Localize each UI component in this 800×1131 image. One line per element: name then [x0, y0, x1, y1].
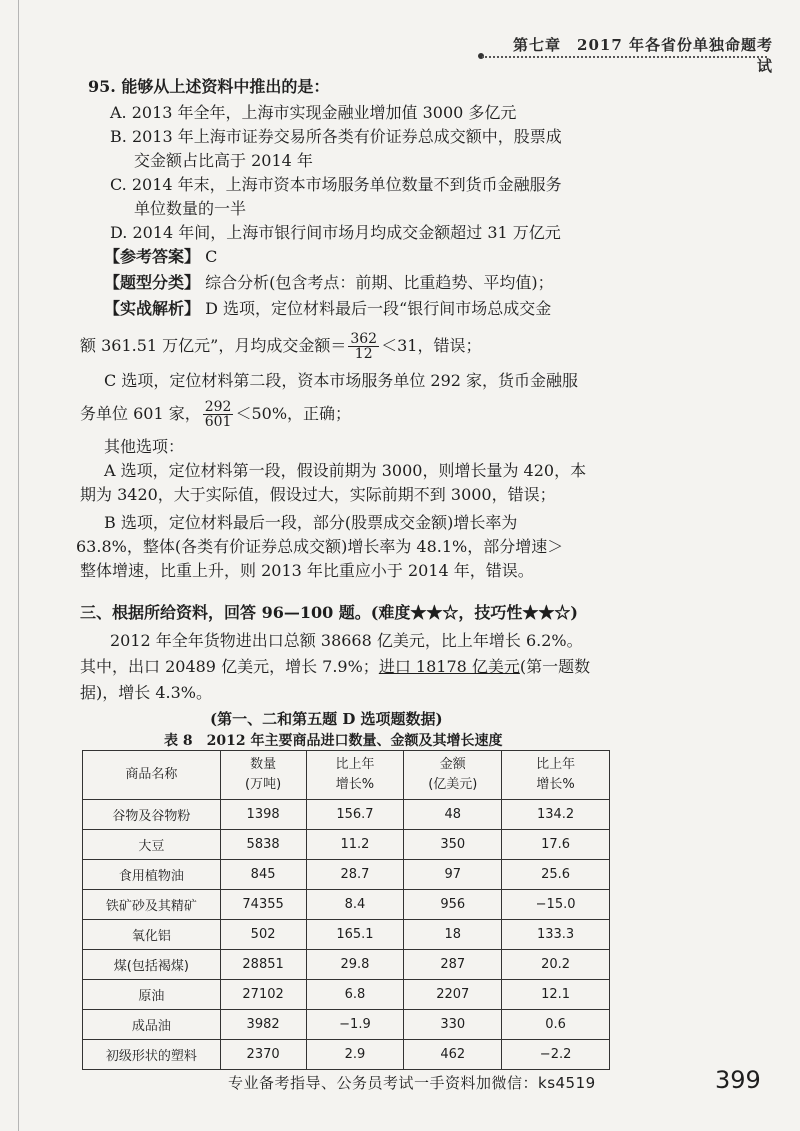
header-rule [482, 56, 767, 58]
table-cell: 原油 [83, 980, 221, 1010]
analysis-line-2 [80, 330, 481, 362]
analysis-line-4 [80, 398, 351, 430]
option-b-continued: 交金额占比高于 2014 年 [134, 151, 313, 170]
table-cell: 97 [404, 860, 502, 890]
others-title: 其他选项： [104, 437, 185, 456]
option-c-text: 2014 年末，上海市资本市场服务单位数量不到货币金融服务 [131, 175, 562, 194]
option-b-text: 2013 年上海市证券交易所各类有价证券总成交额中，股票成 [131, 127, 562, 146]
table-cell: 18 [404, 920, 502, 950]
table-row [83, 890, 610, 920]
table-cell: 食用植物油 [83, 860, 221, 890]
table-cell: 27102 [220, 980, 306, 1010]
header-text: 数量 [250, 757, 277, 772]
table-row [83, 950, 610, 980]
option-a-text: 2013 年全年，上海市实现金融业增加值 3000 多亿元 [131, 103, 517, 122]
analysis-a-line-1: A 选项，定位材料第一段，假设前期为 3000，则增长量为 420，本 [104, 461, 587, 480]
table-cell: 74355 [220, 890, 306, 920]
table-row [83, 1040, 610, 1070]
option-c-continued: 单位数量的一半 [134, 199, 247, 218]
table-row [83, 980, 610, 1010]
table-cell: 大豆 [83, 830, 221, 860]
question-stem-text: 能够从上述资料中推出的是： [121, 77, 330, 96]
table-cell: 8.4 [306, 890, 404, 920]
table-cell: 谷物及谷物粉 [83, 800, 221, 830]
answer-tag: 【参考答案】 [104, 247, 201, 266]
table-cell: 6.8 [306, 980, 404, 1010]
analysis-c-formula-prefix: 务单位 601 家， [80, 404, 201, 423]
category-value: 综合分析(包含考点：前期、比重趋势、平均值)； [205, 273, 554, 292]
table-cell: 502 [220, 920, 306, 950]
table-row [83, 800, 610, 830]
section-paragraph-line-1: 2012 年全年货物进出口总额 38668 亿美元，比上年增长 6.2%。 [110, 631, 583, 650]
fraction-292-601 [203, 400, 234, 429]
table-cell: 330 [404, 1010, 502, 1040]
table-cell: 28851 [220, 950, 306, 980]
analysis-b-line-3: 整体增速，比重上升，则 2013 年比重应小于 2014 年，错误。 [80, 561, 534, 580]
section-heading: 三、根据所给资料，回答 96—100 题。(难度★★☆，技巧性★★☆) [80, 603, 578, 622]
table-cell: 17.6 [502, 830, 610, 860]
paragraph-import-underlined: 进口 18178 亿美元 [378, 657, 520, 676]
fraction-denominator: 601 [204, 414, 232, 430]
analysis-d-formula-prefix: 额 361.51 万亿元”，月均成交金额＝ [80, 336, 347, 355]
binding-rule [18, 0, 19, 1131]
table-title: 表 8 2012 年主要商品进口数量、金额及其增长速度 [164, 733, 503, 749]
analysis-tag: 【实战解析】 [104, 299, 201, 318]
import-data-table [82, 750, 610, 1070]
fraction-denominator: 12 [354, 346, 373, 362]
header-unit: 增长% [335, 777, 375, 792]
table-row [83, 920, 610, 950]
table-cell: 12.1 [502, 980, 610, 1010]
header-unit: 增长% [536, 777, 575, 792]
table-header-row [83, 751, 610, 800]
running-header: 第七章 2017 年各省份单独命题考试 [513, 36, 773, 75]
question-number: 95. [88, 77, 116, 96]
table-cell: 1398 [220, 800, 306, 830]
table-body [83, 800, 610, 1070]
table-cell: 2370 [220, 1040, 306, 1070]
table-cell: 156.7 [306, 800, 404, 830]
option-a [110, 102, 516, 124]
analysis-line-3: C 选项，定位材料第二段，资本市场服务单位 292 家，货币金融服 [104, 371, 579, 390]
category-line [104, 272, 554, 294]
section-paragraph-line-3: 据)，增长 4.3%。 [80, 683, 212, 702]
option-d-text: 2014 年间，上海市银行间市场月均成交金额超过 31 万亿元 [132, 223, 561, 242]
header-unit: (万吨) [245, 777, 282, 792]
table-cell: 845 [220, 860, 306, 890]
option-d-label: D. [110, 223, 128, 242]
table-cell: 350 [404, 830, 502, 860]
analysis-d-text: D 选项，定位材料最后一段“银行间市场总成交金 [205, 299, 552, 318]
option-d [110, 222, 561, 244]
option-b-label: B. [110, 127, 127, 146]
table-cell: 11.2 [306, 830, 404, 860]
table-cell: 134.2 [502, 800, 610, 830]
analysis-a-line-2: 期为 3420，大于实际值，假设过大，实际前期不到 3000，错误； [80, 485, 556, 504]
paragraph-note-text: (第一题数 [519, 657, 591, 676]
option-c [110, 174, 562, 196]
question-stem [88, 76, 329, 98]
paragraph-export-text: 其中，出口 20489 亿美元，增长 7.9%； [80, 657, 379, 676]
header-text: 比上年 [335, 757, 375, 772]
answer-value: C [205, 247, 218, 266]
analysis-b-line-2: 63.8%，整体(各类有价证券总成交额)增长率为 48.1%，部分增速＞ [76, 537, 564, 556]
data-note: (第一、二和第五题 D 选项题数据) [210, 710, 443, 728]
header-amount [404, 751, 502, 800]
table-cell: 48 [404, 800, 502, 830]
fraction-numerator: 292 [204, 399, 232, 415]
table-cell: 氧化铝 [83, 920, 221, 950]
table-cell: 25.6 [502, 860, 610, 890]
table-cell: 初级形状的塑料 [83, 1040, 221, 1070]
table-cell: 956 [404, 890, 502, 920]
analysis-line-1 [104, 298, 551, 320]
table-cell: 5838 [220, 830, 306, 860]
table-cell: 2.9 [306, 1040, 404, 1070]
table-cell: −1.9 [306, 1010, 404, 1040]
option-a-label: A. [110, 103, 127, 122]
header-commodity [83, 751, 221, 800]
table-row [83, 860, 610, 890]
analysis-b-line-1: B 选项，定位材料最后一段，部分(股票成交金额)增长率为 [104, 513, 518, 532]
page-number: 399 [715, 1066, 761, 1094]
table-cell: 成品油 [83, 1010, 221, 1040]
category-tag: 【题型分类】 [104, 273, 201, 292]
header-text: 比上年 [536, 757, 576, 772]
header-amount-growth [502, 751, 610, 800]
header-unit: (亿美元) [428, 777, 478, 792]
header-quantity [220, 751, 306, 800]
option-c-label: C. [110, 175, 127, 194]
analysis-c-formula-suffix: ＜50%，正确； [235, 404, 352, 423]
table-cell: 20.2 [502, 950, 610, 980]
table-cell: 462 [404, 1040, 502, 1070]
fraction-numerator: 362 [350, 331, 378, 347]
table-cell: −15.0 [502, 890, 610, 920]
header-text: 金额 [439, 757, 466, 772]
analysis-d-formula-suffix: ＜31，错误； [381, 336, 482, 355]
table-cell: 2207 [404, 980, 502, 1010]
table-cell: 287 [404, 950, 502, 980]
table-cell: 煤(包括褐煤) [83, 950, 221, 980]
footer-note: 专业备考指导、公务员考试一手资料加微信：ks4519 [228, 1074, 596, 1092]
header-quantity-growth [306, 751, 404, 800]
table-cell: 3982 [220, 1010, 306, 1040]
table-cell: 29.8 [306, 950, 404, 980]
table-cell: 铁矿砂及其精矿 [83, 890, 221, 920]
table-cell: 0.6 [502, 1010, 610, 1040]
answer-line [104, 246, 217, 268]
table-row [83, 1010, 610, 1040]
header-text: 商品名称 [125, 767, 178, 782]
fraction-362-12 [348, 332, 379, 361]
table-cell: −2.2 [502, 1040, 610, 1070]
table-cell: 133.3 [502, 920, 610, 950]
table-row [83, 830, 610, 860]
option-b [110, 126, 562, 148]
section-paragraph-line-2 [80, 656, 590, 678]
table-cell: 165.1 [306, 920, 404, 950]
table-cell: 28.7 [306, 860, 404, 890]
